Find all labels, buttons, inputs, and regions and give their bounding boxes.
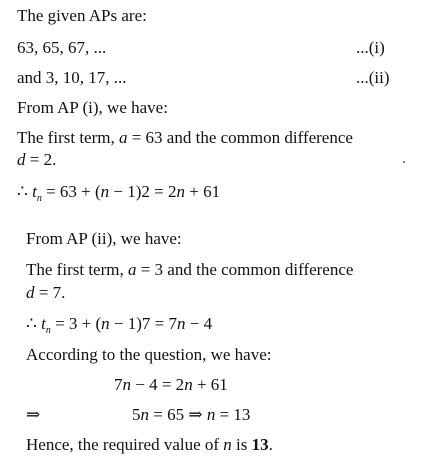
ap-two-first-term-line bbox=[26, 260, 353, 280]
ap-two-reference bbox=[356, 68, 390, 88]
var-n: n bbox=[122, 375, 131, 394]
var-n: n bbox=[177, 314, 186, 333]
ap-two-heading bbox=[26, 229, 182, 249]
var-a: a bbox=[118, 128, 128, 147]
text-part: The first term, bbox=[26, 260, 128, 279]
arrow-symbol: ⇒ bbox=[26, 405, 41, 424]
var-n: n bbox=[206, 405, 216, 424]
answer-value: 13 bbox=[251, 435, 269, 454]
text-part: The first term, bbox=[17, 128, 119, 147]
ap-one-nth-term bbox=[17, 182, 220, 205]
scan-speck bbox=[403, 161, 405, 163]
var-n: n bbox=[184, 375, 193, 394]
conclusion-line bbox=[26, 435, 273, 455]
var-n: n bbox=[223, 435, 232, 454]
math-part: + 61 bbox=[192, 375, 228, 394]
equation-line bbox=[114, 375, 228, 395]
solution-step-line bbox=[132, 405, 250, 425]
ap-two-text: and 3, 10, 17, ... bbox=[17, 68, 127, 87]
math-part: − 4 = 2 bbox=[131, 375, 185, 394]
var-n: n bbox=[100, 182, 110, 201]
ap-one-reference bbox=[356, 38, 385, 58]
ap-two-heading-text: From AP (ii), we have: bbox=[26, 229, 182, 248]
ap-one-heading-text: From AP (i), we have: bbox=[17, 98, 168, 117]
var-n: n bbox=[101, 314, 110, 333]
text-part: Hence, the required value of bbox=[26, 435, 224, 454]
subscript-n: n bbox=[36, 193, 42, 204]
ap-one-heading bbox=[17, 98, 168, 118]
var-t: t bbox=[41, 314, 46, 333]
intro-line bbox=[17, 6, 147, 26]
math-part: + 61 bbox=[185, 182, 221, 201]
implies-arrow bbox=[26, 405, 40, 425]
var-n: n bbox=[140, 405, 149, 424]
ap-one-first-term-line bbox=[17, 128, 353, 148]
math-part: = 3 + ( bbox=[50, 314, 102, 333]
text-part: = 7. bbox=[34, 283, 66, 302]
intro-text: The given APs are: bbox=[17, 6, 147, 25]
var-d: d bbox=[26, 283, 35, 302]
question-line bbox=[26, 345, 272, 365]
therefore-symbol: ∴ bbox=[26, 314, 42, 333]
text-part: = 3 and the common difference bbox=[136, 260, 354, 279]
ap-two-difference-line bbox=[26, 283, 65, 303]
math-part: − 1)7 = 7 bbox=[109, 314, 177, 333]
math-part: = 63 + ( bbox=[41, 182, 101, 201]
ap-one-ref-text: ...(i) bbox=[356, 38, 385, 57]
text-part: is bbox=[231, 435, 252, 454]
math-part: − 4 bbox=[185, 314, 213, 333]
var-n: n bbox=[176, 182, 185, 201]
math-part: 5 bbox=[132, 405, 141, 424]
therefore-symbol: ∴ bbox=[17, 182, 33, 201]
subscript-n: n bbox=[45, 325, 51, 336]
text-part: = 2. bbox=[25, 150, 57, 169]
math-part: 7 bbox=[114, 375, 123, 394]
math-part: = 65 ⇒ bbox=[149, 405, 207, 424]
ap-two-nth-term bbox=[26, 314, 212, 337]
ap-two-ref-text: ...(ii) bbox=[356, 68, 390, 87]
var-d: d bbox=[17, 150, 26, 169]
ap-one-sequence bbox=[17, 38, 106, 58]
math-part: − 1)2 = 2 bbox=[109, 182, 177, 201]
ap-one-text: 63, 65, 67, ... bbox=[17, 38, 107, 57]
ap-one-difference-line bbox=[17, 150, 56, 170]
var-a: a bbox=[127, 260, 137, 279]
ap-two-sequence bbox=[17, 68, 127, 88]
text-part: . bbox=[268, 435, 273, 454]
math-part: = 13 bbox=[215, 405, 251, 424]
var-t: t bbox=[32, 182, 37, 201]
text-part: = 63 and the common difference bbox=[127, 128, 353, 147]
question-text: According to the question, we have: bbox=[26, 345, 272, 364]
